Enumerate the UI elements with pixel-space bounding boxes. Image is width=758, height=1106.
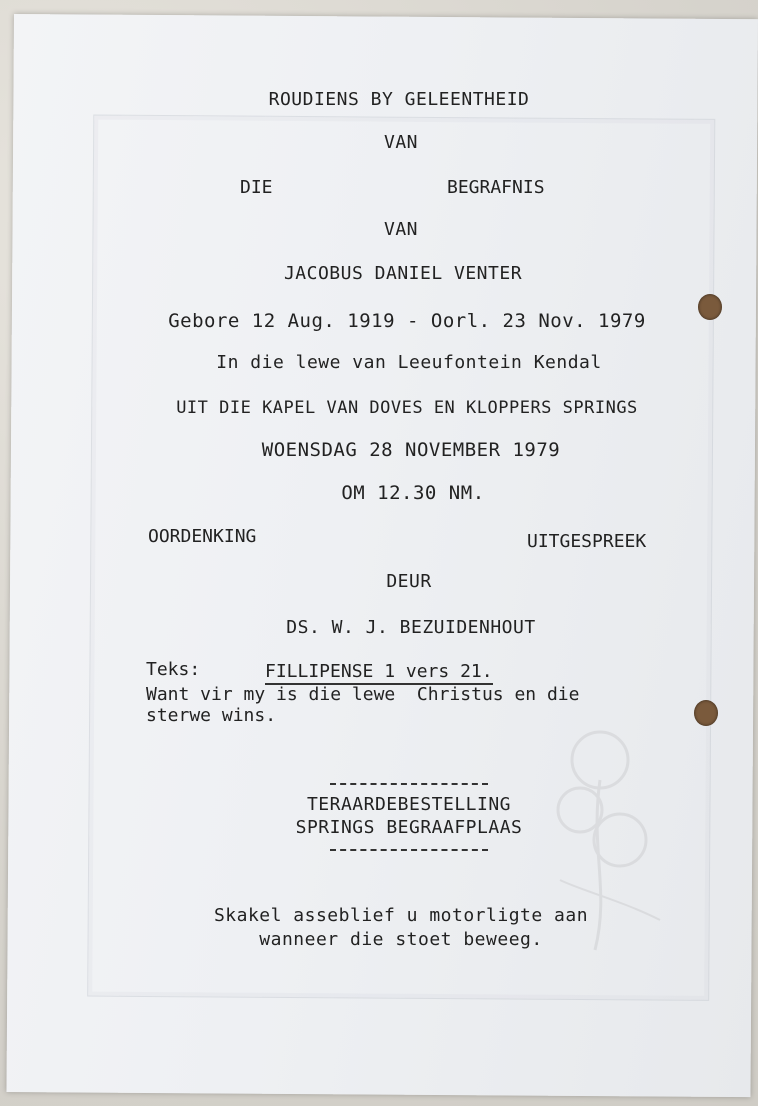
minister-line: DS. W. J. BEZUIDENHOUT xyxy=(286,617,536,638)
chapel-line: UIT DIE KAPEL VAN DOVES EN KLOPPERS SPRINGS xyxy=(176,398,638,418)
notice-line-2: wanneer die stoet beweeg. xyxy=(259,929,543,950)
separator-top xyxy=(330,783,488,785)
birth-death-dates: Gebore 12 Aug. 1919 - Oorl. 23 Nov. 1979 xyxy=(168,310,646,332)
deceased-name: JACOBUS DANIEL VENTER xyxy=(283,263,523,284)
die-word: DIE xyxy=(240,177,273,198)
verse-line-1: Want vir my is die lewe Christus en die xyxy=(146,684,580,705)
deur-line: DEUR xyxy=(386,571,432,592)
separator-bottom xyxy=(330,849,488,851)
punch-hole-bottom xyxy=(694,700,718,726)
begrafnis-word: BEGRAFNIS xyxy=(447,177,545,198)
van-line-2: VAN xyxy=(383,219,418,240)
teks-label: Teks: xyxy=(146,659,201,680)
time-line: OM 12.30 NM. xyxy=(341,482,485,504)
van-line-1: VAN xyxy=(383,132,418,153)
uitgespreek-label: UITGESPREEK xyxy=(527,531,647,552)
scripture-reference xyxy=(265,661,493,683)
day-date-line: WOENSDAG 28 NOVEMBER 1979 xyxy=(261,439,561,461)
burial-line-1: TERAARDEBESTELLING xyxy=(306,794,512,815)
residence-line: In die lewe van Leeufontein Kendal xyxy=(216,352,602,373)
title-line: ROUDIENS BY GELEENTHEID xyxy=(268,89,530,110)
scripture-reference-text: FILLIPENSE 1 vers 21. xyxy=(265,661,493,685)
verse-line-2: sterwe wins. xyxy=(146,705,277,726)
burial-line-2: SPRINGS BEGRAAFPLAAS xyxy=(295,817,523,838)
notice-line-1: Skakel asseblief u motorligte aan xyxy=(213,905,589,926)
oordenking-label: OORDENKING xyxy=(148,526,257,547)
